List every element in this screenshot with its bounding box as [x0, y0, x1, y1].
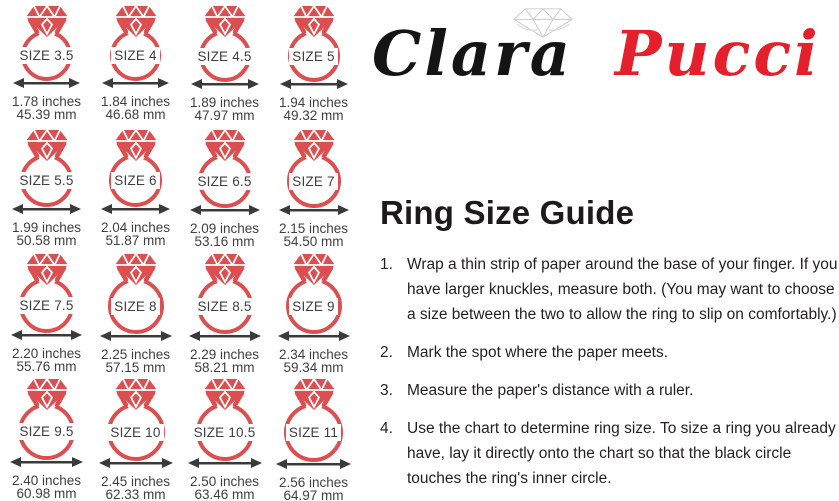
ring-inches: 2.45 inches: [100, 474, 171, 489]
ring-inches: 1.99 inches: [11, 220, 82, 235]
diameter-arrow: [12, 203, 81, 215]
ring-size-cell: [12, 124, 81, 248]
step-text: Use the chart to determine ring size. To size a ring you already have, lay it directly onto the chart so that the black circle touches the ring's inner circle.: [407, 420, 836, 487]
ring-inches: 2.20 inches: [11, 346, 82, 361]
ring-chart-grid: [2, 0, 358, 501]
brand-word-clara: Clara: [372, 17, 573, 90]
step-number: 2.: [380, 344, 393, 361]
instruction-step-4: [380, 416, 839, 491]
ring-mm: 60.98 mm: [16, 486, 77, 501]
ring-size-label: SIZE 9: [289, 298, 337, 315]
diamond-ring-icon: [291, 128, 337, 172]
ring-mm: 58.21 mm: [194, 360, 255, 375]
ring-size-cell: [11, 248, 82, 373]
ring-size-label: SIZE 4: [111, 47, 159, 64]
ring-size-cell: [279, 124, 349, 248]
diamond-ring-icon: [202, 128, 248, 172]
ring-size-label: SIZE 3.5: [16, 47, 76, 64]
diameter-arrow: [10, 456, 83, 468]
ring-measurements: [12, 347, 81, 373]
ring-size-cell: [276, 373, 351, 501]
ring-measurements: [101, 348, 170, 374]
diamond-ring-icon: [24, 4, 70, 48]
ring-inches: 2.15 inches: [278, 221, 349, 236]
diameter-arrow: [189, 330, 261, 342]
ring-size-cell: [279, 0, 348, 124]
ring-measurements: [190, 96, 259, 122]
diameter-arrow: [278, 330, 350, 342]
ring-mm: 47.97 mm: [194, 108, 255, 123]
diameter-arrow: [276, 458, 351, 470]
ring-mm: 63.46 mm: [194, 487, 255, 501]
ring-measurements: [190, 475, 259, 501]
ring-size-label: SIZE 10.5: [191, 424, 259, 441]
ring-mm: 53.16 mm: [194, 234, 255, 249]
diamond-ring-icon: [113, 128, 159, 172]
ring-mm: 46.68 mm: [105, 107, 166, 122]
diameter-arrow: [11, 329, 82, 341]
diamond-ring-icon: [291, 252, 337, 296]
instruction-list: [380, 252, 839, 501]
ring-measurements: [279, 96, 348, 122]
ring-size-cell: [101, 0, 170, 124]
ring-size-label: SIZE 5.5: [16, 172, 76, 189]
ring-size-label: SIZE 6.5: [194, 173, 254, 190]
ring-inches: 2.34 inches: [278, 347, 349, 362]
diameter-arrow: [190, 204, 260, 216]
ring-size-label: SIZE 7: [289, 173, 337, 190]
diamond-ring-icon: [113, 252, 159, 296]
ring-measurements: [101, 95, 170, 121]
ring-size-cell: [190, 124, 260, 248]
ring-measurements: [101, 221, 170, 247]
ring-size-cell: [10, 373, 83, 501]
ring-inches: 2.50 inches: [189, 474, 260, 489]
diamond-ring-icon: [202, 4, 248, 48]
ring-inches: 1.89 inches: [189, 95, 260, 110]
ring-size-label: SIZE 7.5: [16, 297, 76, 314]
ring-inches: 2.56 inches: [278, 475, 349, 490]
ring-inches: 2.09 inches: [189, 221, 260, 236]
ring-size-label: SIZE 9.5: [16, 423, 76, 440]
ring-size-label: SIZE 6: [111, 172, 159, 189]
ring-inches: 2.29 inches: [189, 347, 260, 362]
ring-size-label: SIZE 11: [286, 424, 341, 441]
diamond-ring-icon: [291, 4, 337, 48]
diamond-ring-icon: [202, 252, 248, 296]
diamond-ring-icon: [24, 128, 70, 172]
ring-size-label: SIZE 10: [107, 424, 163, 441]
diameter-arrow: [100, 330, 172, 342]
step-number: 4.: [380, 420, 393, 437]
diameter-arrow: [102, 77, 169, 89]
ring-measurements: [12, 474, 81, 500]
ring-measurements: [279, 348, 348, 374]
ring-size-cell: [101, 124, 170, 248]
step-text: Measure the paper's distance with a ruler.: [407, 382, 694, 399]
ring-measurements: [101, 475, 170, 501]
ring-mm: 64.97 mm: [283, 488, 344, 501]
ring-inches: 1.94 inches: [278, 95, 349, 110]
ring-mm: 49.32 mm: [283, 108, 344, 123]
ring-measurements: [279, 476, 348, 501]
ring-size-cell: [12, 0, 81, 124]
ring-mm: 59.34 mm: [283, 360, 344, 375]
instruction-step-1: [380, 252, 839, 327]
ring-inches: 2.04 inches: [100, 220, 171, 235]
diamond-ring-icon: [24, 377, 70, 421]
ring-size-label: SIZE 8.5: [194, 298, 254, 315]
ring-size-label: SIZE 8: [111, 298, 159, 315]
diamond-ring-icon: [291, 377, 337, 421]
diameter-arrow: [191, 78, 259, 90]
diameter-arrow: [99, 457, 173, 469]
ring-mm: 62.33 mm: [105, 487, 166, 501]
instruction-step-3: [380, 378, 839, 403]
step-text: Wrap a thin strip of paper around the base of your finger. If you have larger knuckles, measure both. (You may want to choose a size between the two to allow the ring to slip on comfortably.): [407, 256, 838, 323]
ring-mm: 45.39 mm: [16, 107, 77, 122]
ring-measurements: [12, 95, 81, 121]
brand-word-pucci: Pucci: [614, 17, 821, 90]
diamond-ring-icon: [202, 377, 248, 421]
brand-diamond-icon: [512, 6, 574, 42]
diamond-ring-icon: [113, 4, 159, 48]
step-number: 3.: [380, 382, 393, 399]
ring-measurements: [279, 222, 348, 248]
ring-measurements: [190, 348, 259, 374]
ring-size-label: SIZE 5: [289, 48, 337, 65]
ring-inches: 2.40 inches: [11, 473, 82, 488]
step-number: 1.: [380, 256, 393, 273]
ring-inches: 1.84 inches: [100, 94, 171, 109]
page-title: Ring Size Guide: [380, 194, 635, 231]
brand-logo: [372, 8, 821, 108]
step-text: Mark the spot where the paper meets.: [407, 344, 669, 361]
ring-size-cell: [278, 248, 350, 373]
diameter-arrow: [188, 457, 262, 469]
ring-mm: 54.50 mm: [283, 234, 344, 249]
ring-mm: 57.15 mm: [105, 360, 166, 375]
ring-size-cell: [188, 373, 262, 501]
instruction-step-2: [380, 340, 839, 365]
ring-mm: 55.76 mm: [16, 359, 77, 374]
diamond-ring-icon: [24, 252, 70, 296]
ring-inches: 1.78 inches: [11, 94, 82, 109]
ring-size-cell: [100, 248, 172, 373]
ring-size-label: SIZE 4.5: [194, 48, 254, 65]
diameter-arrow: [279, 204, 349, 216]
diamond-ring-icon: [113, 377, 159, 421]
diameter-arrow: [280, 78, 348, 90]
ring-measurements: [12, 221, 81, 247]
ring-inches: 2.25 inches: [100, 347, 171, 362]
ring-size-cell: [190, 0, 259, 124]
diameter-arrow: [101, 203, 170, 215]
ring-mm: 50.58 mm: [16, 233, 77, 248]
ring-measurements: [190, 222, 259, 248]
ring-size-cell: [99, 373, 173, 501]
ring-mm: 51.87 mm: [105, 233, 166, 248]
diameter-arrow: [13, 77, 80, 89]
ring-size-cell: [189, 248, 261, 373]
